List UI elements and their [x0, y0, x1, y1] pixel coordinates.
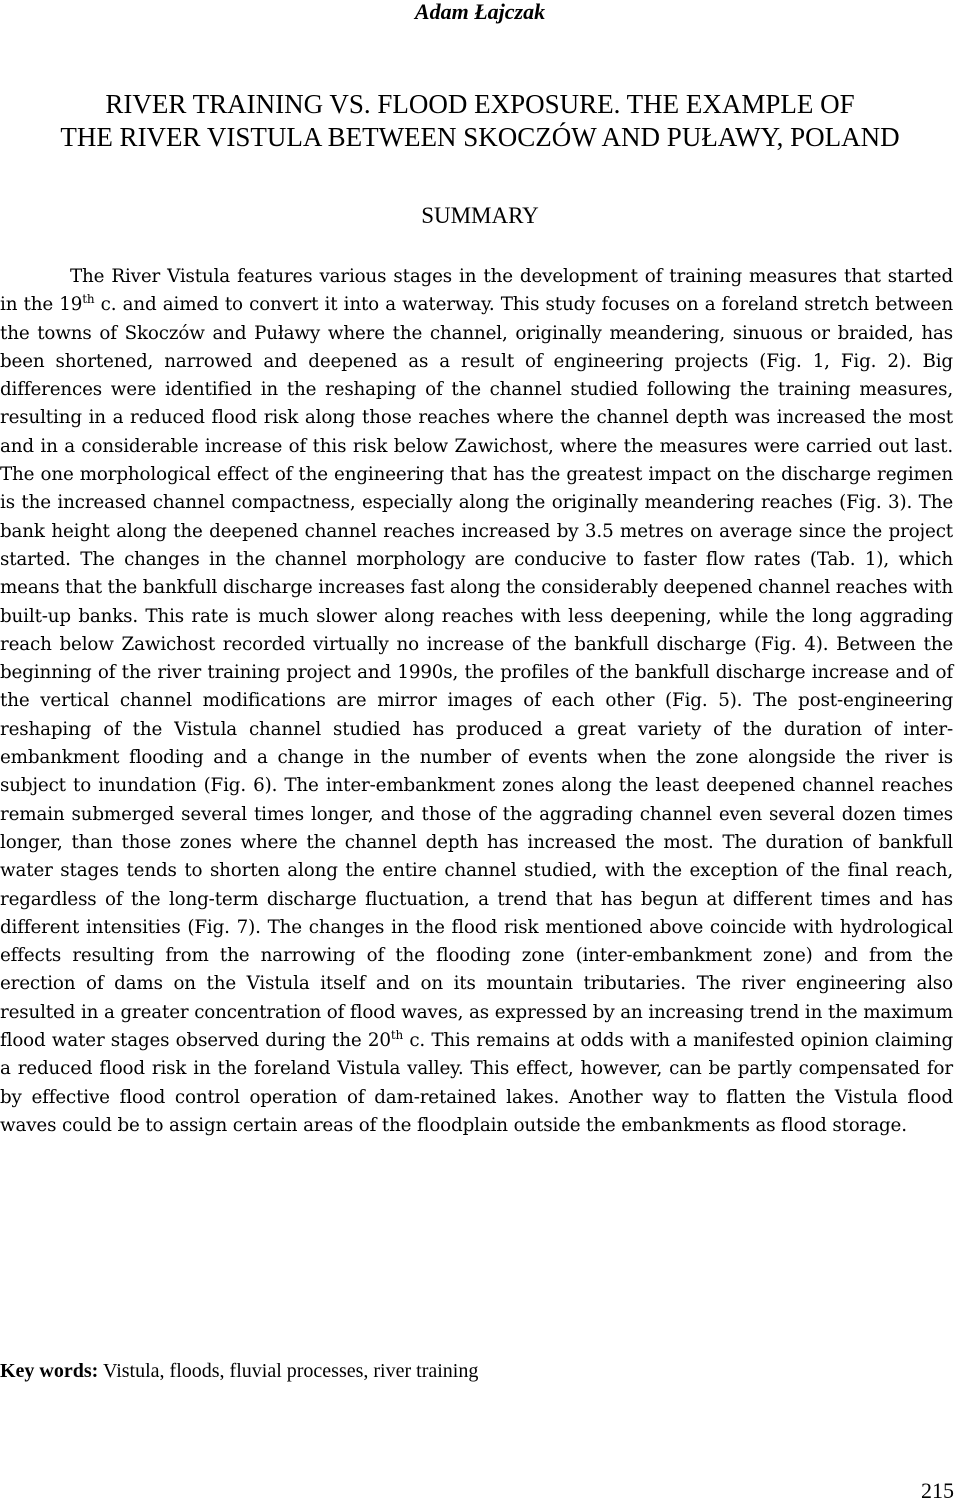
keywords-line	[0, 1357, 953, 1385]
summary-text-3: c. This remains at odds with a manifested opinion claiming a reduced flood risk in the foreland Vistula valley. This effect, however, can be partly compensated for by effective flood control operation of dam-retained lakes. Another way to flatten the Vistula flood waves could be to assign certain areas of the floodplain outside the embankments as flood storage.	[0, 1030, 954, 1136]
running-header-author: Adam Łajczak	[414, 0, 546, 24]
superscript-th-1: th	[82, 292, 95, 307]
title-line-1: RIVER TRAINING VS. FLOOD EXPOSURE. THE EXAMPLE OF	[105, 89, 855, 119]
keywords-label: Key words:	[0, 1360, 99, 1382]
superscript-th-2: th	[390, 1027, 404, 1042]
page-number: 215	[921, 1478, 954, 1503]
summary-text-1: The River Vistula features various stages in the development of training measures that started in the 19	[0, 266, 953, 316]
title-line-2: THE RIVER VISTULA BETWEEN SKOCZÓW AND PUŁAWY, POLAND	[60, 122, 900, 152]
summary-text-2: c. and aimed to convert it into a waterway. This study focuses on a foreland stretch between the towns of Skoczów and Puławy where the channel, originally meandering, sinuous or braided, has been shortened, narrowed and deepened as a result of engineering projects (Fig. 1, Fig. 2). Big differences were identified in the reshaping of the channel studied following the training measures, resulting in a reduced flood risk along those reaches where the channel depth was increased the most and in a considerable increase of this risk below Zawichost, where the measures were carried out last. The one morphological effect of the engineering that has the greatest impact on the discharge regimen is the increased channel compactness, especially along the originally meandering reaches (Fig. 3). The bank height along the deepened channel reaches increased by 3.5 metres on average since the project started. The changes in the channel morphology are conducive to faster flow rates (Tab. 1), which means that the bankfull discharge increases fast along the considerably deepened channel reaches with built-up banks. This rate is much slower along reaches with less deepening, while the long aggrading reach below Zawichost recorded virtually no increase of the bankfull discharge (Fig. 4). Between the beginning of the river training project and 1990s, the profiles of the bankfull discharge increase and of the vertical channel modifications are mirror images of each other (Fig. 5). The post-engineering reshaping of the Vistula channel studied has produced a great variety of the duration of inter-embankment flooding and a change in the number of events when the zone alongside the river is subject to inundation (Fig. 6). The inter-embankment zones along the least deepened channel reaches remain submerged several times longer, and those of the aggrading channel even several dozen times longer, than those zones where the channel depth has increased the most. The duration of bankfull water stages tends to shorten along the entire channel studied, with the exception of the final reach, regardless of the long-term discharge fluctuation, a trend that has begun at different times and has different intensities (Fig. 7). The changes in the flood risk mentioned above coincide with hydrological effects resulting from the narrowing of the flooding zone (inter-embankment zone) and from the erection of dams on the Vistula itself and on its mountain tributaries. The river engineering also resulted in a greater concentration of flood waves, as expressed by an increasing trend in the maximum flood water stages observed during the 20	[0, 294, 954, 1052]
summary-paragraph	[0, 263, 953, 1140]
paper-title	[0, 88, 960, 154]
summary-heading: SUMMARY	[421, 203, 539, 228]
keywords-text: Vistula, floods, fluvial processes, river training	[98, 1360, 479, 1382]
